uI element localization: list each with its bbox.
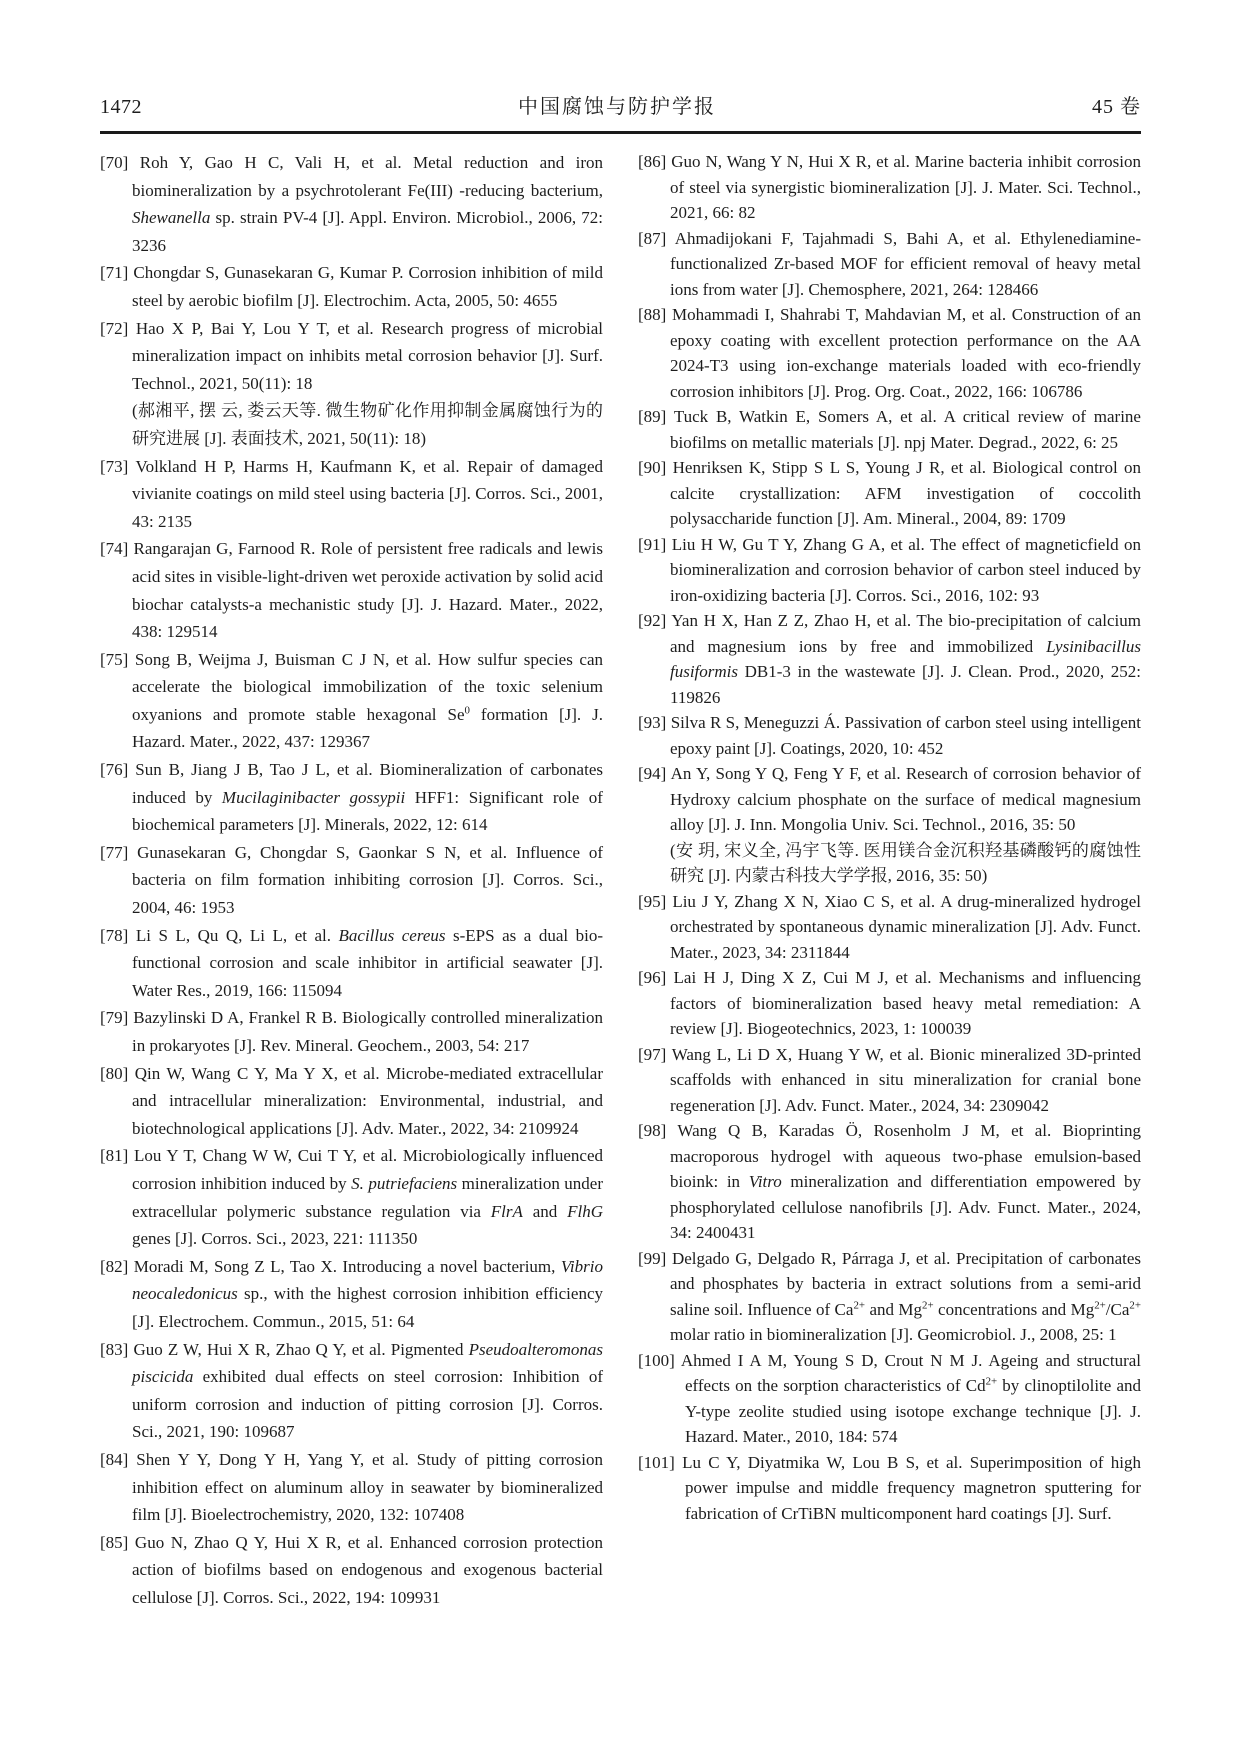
reference-number: [90] [638, 458, 667, 477]
reference-text: Silva R S, Meneguzzi Á. Passivation of carbon steel using intelligent epoxy paint [J]. Coatings, 2020, 10: 452 [670, 713, 1141, 758]
reference-text: Li S L, Qu Q, Li L, et al. [135, 925, 339, 945]
reference-text: /Ca [1105, 1299, 1130, 1319]
reference-item [638, 302, 1141, 404]
reference-text: 2+ [853, 1298, 866, 1311]
reference-item [100, 1529, 603, 1612]
page-header [100, 90, 1141, 119]
reference-text: exhibited dual effects on steel corrosion: Inhibition of uniform corrosion and induction of pitting corrosion [J]. Corros. Sci., 2021, 190: 109687 [132, 1367, 603, 1442]
reference-text: Guo N, Zhao Q Y, Hui X R, et al. Enhanced corrosion protection action of biofilms based on endogenous and exogenous bacterial cellulose [J]. Corros. Sci., 2022, 194: 109931 [132, 1532, 603, 1607]
references-left-column [100, 149, 603, 1611]
reference-item [100, 535, 603, 645]
reference-text: Gunasekaran G, Chongdar S, Gaonkar S N, et al. Influence of bacteria on film formation inhibiting corrosion [J]. Corros. Sci., 2004, 46: 1953 [132, 842, 604, 918]
reference-text: mineralization under extracellular polymeric substance regulation via [132, 1173, 604, 1221]
references-section [100, 149, 1141, 1611]
reference-number: [83] [100, 1339, 129, 1359]
reference-number: [72] [100, 318, 129, 338]
reference-item [638, 149, 1141, 226]
reference-text: (郝湘平, 摆 云, 娄云天等. 微生物矿化作用抑制金属腐蚀行为的研究进展 [J]. 表面技术, 2021, 50(11): 18) [132, 401, 603, 448]
reference-number: [75] [100, 649, 129, 669]
page-number: 1472 [100, 96, 142, 118]
reference-item [638, 532, 1141, 609]
reference-item [100, 1446, 603, 1529]
reference-number: [93] [638, 713, 667, 732]
reference-number: [100] [638, 1350, 675, 1370]
reference-number: [91] [638, 534, 667, 554]
reference-number: [89] [638, 407, 667, 426]
reference-item [100, 1142, 603, 1252]
reference-text: Liu H W, Gu T Y, Zhang G A, et al. The effect of magneticfield on biomineralization and corrosion behavior of carbon steel induced by iron-oxidizing bacteria [J]. Corros. Sci., 2016, 102: 93 [670, 534, 1142, 605]
reference-number: [96] [638, 968, 667, 987]
reference-text: Vibrio neocaledonicus [132, 1256, 603, 1304]
reference-item [100, 149, 603, 259]
reference-text: HFF1: Significant role of biochemical parameters [J]. Minerals, 2022, 12: 614 [132, 787, 603, 835]
reference-number: [77] [100, 842, 129, 862]
reference-text: 2+ [1129, 1298, 1141, 1311]
reference-item [100, 646, 603, 756]
reference-text: Hao X P, Bai Y, Lou Y T, et al. Research progress of microbial mineralization impact on inhibits metal corrosion behavior [J]. Surf. Technol., 2021, 50(11): 18 [132, 318, 604, 393]
reference-item [638, 1118, 1141, 1246]
reference-number: [88] [638, 305, 667, 324]
reference-item [100, 315, 603, 453]
reference-text: Delgado G, Delgado R, Párraga J, et al. Precipitation of carbonates and phosphates by bacteria in extract solutions from a semi-arid saline soil. Influence of Ca [670, 1248, 1142, 1319]
reference-text: s-EPS as a dual bio-functional corrosion and scale inhibitor in artificial seawater [J]. Water Res., 2019, 166: 115094 [132, 925, 603, 1000]
reference-item [638, 226, 1141, 303]
reference-number: [78] [100, 925, 129, 945]
reference-number: [70] [100, 153, 129, 172]
reference-item [638, 1450, 1141, 1527]
reference-text: Ahmadijokani F, Tajahmadi S, Bahi A, et al. Ethylenediamine-functionalized Zr-based MOF for efficient removal of heavy metal ions from water [J]. Chemosphere, 2021, 264: 128466 [670, 228, 1141, 299]
reference-text: Moradi M, Song Z L, Tao X. Introducing a novel bacterium, [133, 1256, 561, 1276]
reference-number: [73] [100, 456, 129, 476]
journal-title: 中国腐蚀与防护学报 [518, 96, 716, 118]
reference-number: [76] [100, 760, 129, 780]
reference-text: Pseudoalteromonas piscicida [132, 1339, 603, 1387]
reference-number: [81] [100, 1146, 129, 1166]
header-rule [100, 131, 1141, 134]
reference-text: Henriksen K, Stipp S L S, Young J R, et al. Biological control on calcite crystallization: AFM investigation of coccolith polysaccharide function [J]. Am. Mineral., 2004, 89: 1709 [670, 458, 1141, 528]
reference-text: Yan H X, Han Z Z, Zhao H, et al. The bio-precipitation of calcium and magnesium ions by free and immobilized [670, 611, 1141, 656]
reference-text: sp., with the highest corrosion inhibition efficiency [J]. Electrochem. Commun., 2015, 51: 64 [132, 1284, 603, 1331]
reference-item [638, 965, 1141, 1042]
reference-number: [80] [100, 1063, 129, 1083]
reference-text: Sun B, Jiang J B, Tao J L, et al. Biomineralization of carbonates induced by [132, 760, 603, 807]
reference-text: Shen Y Y, Dong Y H, Yang Y, et al. Study of pitting corrosion inhibition effect on aluminum alloy in seawater by biomineralized film [J]. Bioelectrochemistry, 2020, 132: 107408 [132, 1449, 603, 1525]
reference-text: Lysinibacillus fusiformis [670, 636, 1141, 681]
reference-text: Qin W, Wang C Y, Ma Y X, et al. Microbe-mediated extracellular and intracellular mineralization: Environmental, industrial, and biotechnological applications [J]. Adv. Mater., 2022, 34: 2109924 [132, 1063, 604, 1138]
reference-item [100, 756, 603, 839]
reference-number: [98] [638, 1121, 667, 1140]
reference-number: [99] [638, 1248, 667, 1268]
reference-text: mineralization and differentiation empowered by phosphorylated cellulose nanofibrils [J]. Adv. Funct. Mater., 2024, 34: 2400431 [670, 1172, 1141, 1242]
reference-text: Shewanella [132, 208, 211, 228]
reference-item [100, 1253, 603, 1336]
reference-text: Roh Y, Gao H C, Vali H, et al. Metal reduction and iron biomineralization by a psychrotolerant Fe(III) -reducing bacterium, [132, 153, 603, 200]
reference-text: 2+ [922, 1298, 934, 1311]
reference-text: Song B, Weijma J, Buisman C J N, et al. How sulfur species can accelerate the biological immobilization of the toxic selenium oxyanions and promote stable hexagonal Se [132, 649, 603, 724]
volume-label: 45 卷 [1092, 96, 1141, 118]
reference-text: genes [J]. Corros. Sci., 2023, 221: 111350 [132, 1229, 418, 1249]
reference-text: FlrA [490, 1201, 523, 1221]
reference-text: Mohammadi I, Shahrabi T, Mahdavian M, et al. Construction of an epoxy coating with excellent protection performance on the AA 2024-T3 using ion-exchange materials loaded with eco-friendly corrosion inhibitors [J]. Prog. Org. Coat., 2022, 166: 106786 [670, 305, 1142, 401]
reference-text: Ahmed I A M, Young S D, Crout N M J. Ageing and structural effects on the sorption characteristics of Cd [680, 1350, 1141, 1395]
reference-text: and [522, 1201, 568, 1221]
reference-item [100, 1004, 603, 1059]
reference-item [638, 1042, 1141, 1119]
reference-text: Bazylinski D A, Frankel R B. Biologically controlled mineralization in prokaryotes [J]. Rev. Mineral. Geochem., 2003, 54: 217 [132, 1008, 604, 1055]
reference-text: S. putriefaciens [351, 1173, 458, 1193]
reference-text: Chongdar S, Gunasekaran G, Kumar P. Corrosion inhibition of mild steel by aerobic biofilm [J]. Electrochim. Acta, 2005, 50: 4655 [132, 263, 603, 310]
reference-item [638, 889, 1141, 966]
references-right-column [638, 149, 1141, 1611]
reference-item [100, 1336, 603, 1446]
reference-text: Liu J Y, Zhang X N, Xiao C S, et al. A drug-mineralized hydrogel orchestrated by spontaneous dynamic mineralization [J]. Adv. Funct. Mater., 2023, 34: 2311844 [670, 891, 1141, 962]
reference-text: An Y, Song Y Q, Feng Y F, et al. Research of corrosion behavior of Hydroxy calcium phosphate on the surface of medical magnesium alloy [J]. J. Inn. Mongolia Univ. Sci. Technol., 2016, 35: 50 [670, 764, 1141, 834]
reference-item [100, 839, 603, 922]
reference-number: [85] [100, 1532, 129, 1552]
reference-number: [86] [638, 152, 667, 171]
reference-item [638, 761, 1141, 889]
reference-text: 2+ [1094, 1298, 1106, 1311]
reference-item [638, 455, 1141, 532]
reference-number: [84] [100, 1449, 129, 1469]
reference-item [638, 1246, 1141, 1348]
reference-text: Lai H J, Ding X Z, Cui M J, et al. Mechanisms and influencing factors of biomineralization based heavy metal remediation: A review [J]. Biogeotechnics, 2023, 1: 100039 [670, 968, 1142, 1038]
reference-text: concentrations and Mg [933, 1299, 1095, 1319]
reference-text: Volkland H P, Harms H, Kaufmann K, et al. Repair of damaged vivianite coatings on mild steel using bacteria [J]. Corros. Sci., 2001, 43: 2135 [132, 456, 603, 531]
reference-text: molar ratio in biomineralization [J]. Geomicrobiol. J., 2008, 25: 1 [670, 1325, 1117, 1344]
reference-number: [71] [100, 263, 129, 283]
reference-text: Guo N, Wang Y N, Hui X R, et al. Marine bacteria inhibit corrosion of steel via synergistic biomineralization [J]. J. Mater. Sci. Technol., 2021, 66: 82 [670, 152, 1142, 222]
reference-number: [79] [100, 1008, 129, 1028]
reference-item [638, 710, 1141, 761]
reference-text: (安 玥, 宋义全, 冯宇飞等. 医用镁合金沉积羟基磷酸钙的腐蚀性研究 [J]. 内蒙古科技大学学报, 2016, 35: 50) [670, 840, 1141, 885]
reference-number: [95] [638, 891, 667, 911]
reference-text: Vitro [748, 1172, 782, 1191]
reference-number: [87] [638, 228, 667, 248]
reference-text: Lou Y T, Chang W W, Cui T Y, et al. Microbiologically influenced corrosion inhibition induced by [132, 1146, 604, 1193]
reference-text: Wang Q B, Karadas Ö, Rosenholm J M, et al. Bioprinting macroporous hydrogel with aqueous two-phase emulsion-based bioink: in [670, 1121, 1141, 1191]
reference-text: 2+ [985, 1375, 998, 1388]
reference-text: sp. strain PV-4 [J]. Appl. Environ. Microbiol., 2006, 72: 3236 [132, 208, 603, 255]
reference-text: FlhG [567, 1201, 603, 1221]
reference-item [100, 922, 603, 1005]
reference-number: [74] [100, 539, 129, 559]
reference-number: [97] [638, 1044, 667, 1064]
reference-number: [92] [638, 611, 667, 630]
reference-item [638, 1348, 1141, 1450]
reference-item [638, 608, 1141, 710]
reference-text: Mucilaginibacter gossypii [221, 787, 406, 807]
reference-text: Bacillus cereus [338, 925, 446, 945]
reference-text: and Mg [865, 1299, 923, 1319]
reference-item [100, 259, 603, 314]
reference-item [100, 453, 603, 536]
reference-text: Guo Z W, Hui X R, Zhao Q Y, et al. Pigmented [133, 1339, 469, 1359]
reference-item [100, 1060, 603, 1143]
reference-text: Wang L, Li D X, Huang Y W, et al. Bionic mineralized 3D-printed scaffolds with enhanced in situ mineralization for cranial bone regeneration [J]. Adv. Funct. Mater., 2024, 34: 2309042 [670, 1044, 1142, 1115]
reference-text: Rangarajan G, Farnood R. Role of persistent free radicals and lewis acid sites in visible-light-driven wet peroxide activation by solid acid biochar catalysts-a mechanistic study [J]. J. Hazard. Mater., 2022, 438: 129514 [132, 539, 603, 642]
reference-text: 0 [464, 704, 470, 717]
reference-number: [82] [100, 1256, 129, 1276]
reference-text: by clinoptilolite and Y-type zeolite studied using isotope exchange technique [J]. J. Hazard. Mater., 2010, 184: 574 [685, 1376, 1142, 1446]
reference-text: formation [J]. J. Hazard. Mater., 2022, 437: 129367 [132, 704, 603, 752]
reference-number: [101] [638, 1452, 675, 1472]
reference-text: DB1-3 in the wastewate [J]. J. Clean. Prod., 2020, 252: 119826 [670, 662, 1141, 707]
reference-number: [94] [638, 764, 667, 783]
reference-item [638, 404, 1141, 455]
reference-text: Lu C Y, Diyatmika W, Lou B S, et al. Superimposition of high power impulse and middle frequency magnetron sputtering for fabrication of CrTiBN multicomponent hard coatings [J]. Surf. [682, 1452, 1142, 1523]
reference-text: Tuck B, Watkin E, Somers A, et al. A critical review of marine biofilms on metallic materials [J]. npj Mater. Degrad., 2022, 6: 25 [670, 407, 1141, 452]
